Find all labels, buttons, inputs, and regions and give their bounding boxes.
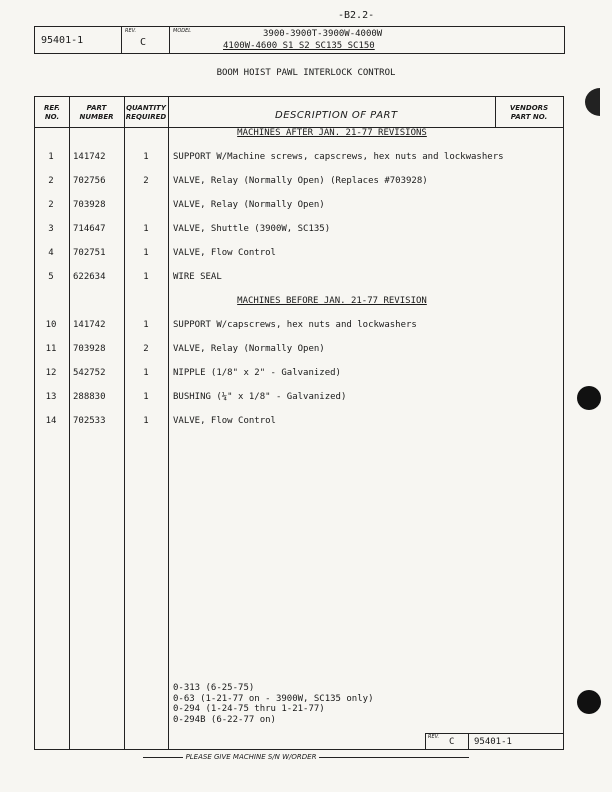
catalog-number: 95401-1 (41, 35, 84, 46)
note-line: 0-313 (6-25-75) (173, 683, 255, 693)
rev-label: REV. (125, 28, 137, 34)
table-row: 3 714647 1 VALVE, Shuttle (3900W, SC135) (48, 224, 331, 234)
note-line: 0-63 (1-21-77 on - 3900W, SC135 only) (173, 693, 374, 704)
table-row: 11 703928 2 VALVE, Relay (Normally Open) (45, 344, 325, 354)
section-after: MACHINES AFTER JAN. 21-77 REVISIONS (237, 128, 427, 138)
table-row: 12 542752 1 NIPPLE (1/8" x 2" - Galvanized) (45, 368, 341, 378)
table-row: 13 288830 1 BUSHING (¼" x 1/8" - Galvanized) (45, 392, 347, 402)
page-number: -B2.2- (338, 10, 375, 21)
model-line-1: 3900-3900T-3900W-4000W (263, 29, 383, 39)
table-row: 1 141742 1 SUPPORT W/Machine screws, capscrews, hex nuts and lockwashers (48, 152, 504, 162)
part-header: PART NUMBER (79, 104, 114, 121)
qty-header: QUANTITY REQUIRED (125, 104, 167, 121)
header-box (34, 26, 565, 54)
table-row: 14 702533 1 VALVE, Flow Control (45, 416, 276, 426)
section-before: MACHINES BEFORE JAN. 21-77 REVISION (237, 296, 427, 306)
table-row: 5 622634 1 WIRE SEAL (48, 272, 222, 282)
binder-hole (577, 386, 601, 410)
rev-value: C (140, 37, 147, 48)
model-label: MODEL (173, 28, 192, 34)
note-line: 0-294 (1-24-75 thru 1-21-77) (173, 704, 325, 714)
vendor-header: VENDORS PART NO. (509, 104, 549, 121)
table-row: 2 702756 2 VALVE, Relay (Normally Open) (Replaces #703928) (48, 176, 428, 186)
parts-table (34, 96, 564, 750)
description-header: DESCRIPTION OF PART (275, 110, 398, 121)
footer-rev-value: C (449, 737, 455, 747)
binder-hole-edge (585, 88, 612, 116)
model-line-2: 4100W-4600 S1 S2 SC135 SC150 (223, 41, 375, 51)
binder-hole (577, 690, 601, 714)
revision-notes (173, 683, 373, 725)
page-title: BOOM HOIST PAWL INTERLOCK CONTROL (216, 68, 396, 78)
catalog-cell (35, 27, 122, 53)
table-row: 4 702751 1 VALVE, Flow Control (48, 248, 276, 258)
table-row: 2 703928 VALVE, Relay (Normally Open) (48, 200, 325, 210)
footer-text: PLEASE GIVE MACHINE S/N W/ORDER (185, 753, 317, 761)
footer-catalog-number: 95401-1 (474, 737, 512, 747)
footer (0, 753, 612, 761)
footer-ref-box (425, 733, 564, 750)
table-row: 10 141742 1 SUPPORT W/capscrews, hex nuts and lockwashers (45, 320, 417, 330)
ref-header: REF. NO. (43, 104, 61, 121)
rev-cell (122, 27, 170, 53)
footer-rev-label: REV. (428, 734, 440, 740)
note-line: 0-294B (6-22-77 on) (173, 714, 276, 725)
